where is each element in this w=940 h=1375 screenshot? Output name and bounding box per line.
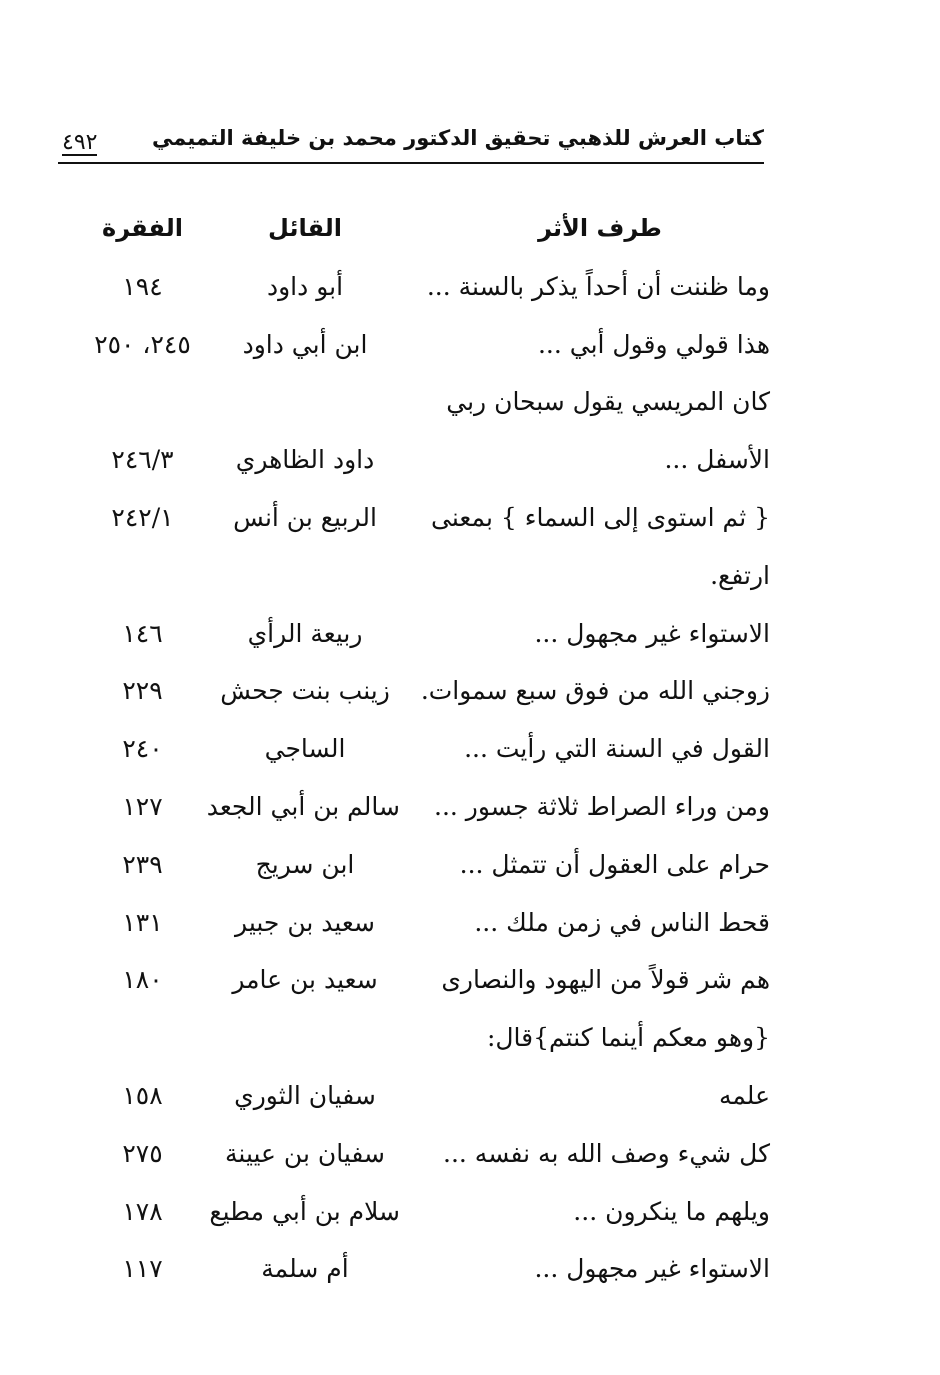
- column-header-phrase: طرف الأثر: [538, 214, 662, 242]
- sayer-cell: سفيان بن عيينة: [225, 1138, 385, 1168]
- sayer-cell: [210, 547, 400, 605]
- table-row: [80, 836, 770, 894]
- paragraph-cell: ١٨٠: [122, 965, 163, 995]
- sayer-cell: سالم بن أبي الجعد: [206, 791, 400, 821]
- sayer-cell: الساجي: [264, 734, 346, 764]
- paragraph-cell: ١٤٦: [122, 618, 163, 648]
- table-row: [80, 373, 770, 431]
- table-row: [80, 1183, 770, 1241]
- table-row: [80, 1125, 770, 1183]
- running-header: [58, 118, 764, 162]
- table-row: [80, 431, 770, 489]
- sayer-cell: الربيع بن أنس: [233, 502, 377, 532]
- phrase-cell: كل شيء وصف الله به نفسه ...: [443, 1138, 770, 1168]
- phrase-cell: ويلهم ما ينكرون ...: [573, 1196, 770, 1226]
- phrase-cell: هم شر قولاً من اليهود والنصارى: [441, 965, 770, 995]
- table-row: [80, 1009, 770, 1067]
- sayer-cell: [210, 1009, 400, 1067]
- sayer-cell: سفيان الثوري: [234, 1080, 376, 1110]
- book-title: كتاب العرش للذهبي تحقيق الدكتور محمد بن خليفة التميمي: [152, 126, 764, 150]
- paragraph-cell: ٢٢٩: [122, 676, 163, 706]
- table-row: [80, 1067, 770, 1125]
- paragraph-cell: ١٣١: [122, 907, 163, 937]
- table-row: [80, 1240, 770, 1298]
- table-row: [80, 894, 770, 952]
- sayer-cell: سعيد بن جبير: [235, 907, 375, 937]
- sayer-cell: سلام بن أبي مطيع: [209, 1196, 400, 1226]
- sayer-cell: ربيعة الرأي: [247, 618, 363, 648]
- sayer-cell: ابن أبي داود: [242, 329, 368, 359]
- phrase-cell: قحط الناس في زمن ملك ...: [474, 907, 770, 937]
- paragraph-cell: ١٢٧: [122, 791, 163, 821]
- sayer-cell: سعيد بن عامر: [232, 965, 378, 995]
- paragraph-cell: ٢٣٩: [122, 849, 163, 879]
- sayer-cell: أبو داود: [266, 271, 344, 301]
- paragraph-cell: ١٩٤: [122, 271, 163, 301]
- sayer-cell: زينب بنت جحش: [220, 676, 390, 706]
- sayer-cell: أم سلمة: [261, 1254, 349, 1284]
- phrase-cell: ومن وراء الصراط ثلاثة جسور ...: [434, 791, 770, 821]
- phrase-cell: ارتفع.: [710, 560, 770, 590]
- column-header-sayer: القائل: [268, 214, 342, 242]
- paragraph-cell: ٢٤٥، ٢٥٠: [94, 329, 191, 359]
- paragraph-cell: ٢٤٠: [122, 734, 163, 764]
- column-header-paragraph: الفقرة: [102, 214, 183, 242]
- paragraph-cell: ٢٤٢/١: [111, 502, 174, 532]
- table-row: [80, 951, 770, 1009]
- table-row: [80, 489, 770, 547]
- table-header-row: [80, 200, 770, 258]
- table-row: [80, 547, 770, 605]
- phrase-cell: {وهو معكم أينما كنتم}قال:: [486, 1023, 770, 1053]
- paragraph-cell: ١٥٨: [122, 1080, 163, 1110]
- table-row: [80, 720, 770, 778]
- table-row: [80, 258, 770, 316]
- phrase-cell: حرام على العقول أن تتمثل ...: [459, 849, 770, 879]
- paragraph-cell: [80, 1009, 205, 1067]
- phrase-cell: الأسفل ...: [664, 445, 770, 475]
- paragraph-cell: [80, 547, 205, 605]
- page-number: ٤٩٢: [62, 130, 98, 155]
- paragraph-cell: [80, 373, 205, 431]
- table-row: [80, 316, 770, 374]
- phrase-cell: علمه: [718, 1080, 770, 1110]
- paragraph-cell: ٢٤٦/٣: [111, 445, 174, 475]
- phrase-cell: وما ظننت أن أحداً يذكر بالسنة ...: [426, 271, 770, 301]
- phrase-cell: هذا قولي وقول أبي ...: [537, 329, 770, 359]
- sayer-cell: ابن سريج: [255, 849, 355, 879]
- phrase-cell: الاستواء غير مجهول ...: [534, 1254, 770, 1284]
- paragraph-cell: ١٧٨: [122, 1196, 163, 1226]
- paragraph-cell: ١١٧: [122, 1254, 163, 1284]
- phrase-cell: زوجني الله من فوق سبع سموات.: [420, 676, 770, 706]
- phrase-cell: { ثم استوى إلى السماء } بمعنى: [431, 502, 770, 532]
- phrase-cell: القول في السنة التي رأيت ...: [464, 734, 770, 764]
- header-rule: [58, 162, 764, 164]
- sayer-cell: داود الظاهري: [235, 445, 375, 475]
- phrase-cell: كان المريسي يقول سبحان ربي: [446, 387, 770, 417]
- table-row: [80, 605, 770, 663]
- index-table: [80, 200, 770, 1298]
- table-row: [80, 778, 770, 836]
- paragraph-cell: ٢٧٥: [122, 1138, 163, 1168]
- table-row: [80, 662, 770, 720]
- sayer-cell: [210, 373, 400, 431]
- phrase-cell: الاستواء غير مجهول ...: [534, 618, 770, 648]
